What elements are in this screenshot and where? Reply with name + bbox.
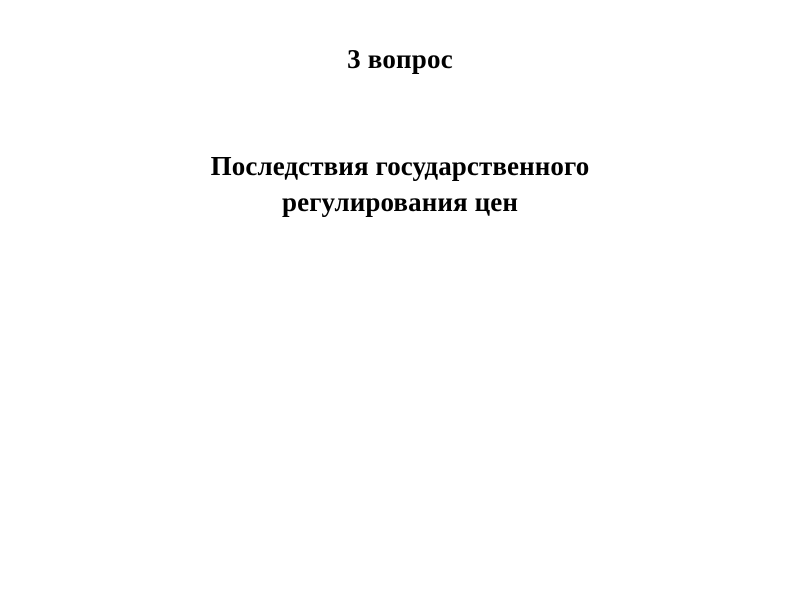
slide-subtitle-block xyxy=(80,148,720,221)
slide-title-block xyxy=(80,44,720,76)
slide-subtitle-line-2: регулирования цен xyxy=(282,187,518,218)
slide-content-area xyxy=(60,260,740,560)
page-title: 3 вопрос xyxy=(347,44,453,74)
slide-subtitle-line-1: Последствия государственного xyxy=(210,151,590,181)
